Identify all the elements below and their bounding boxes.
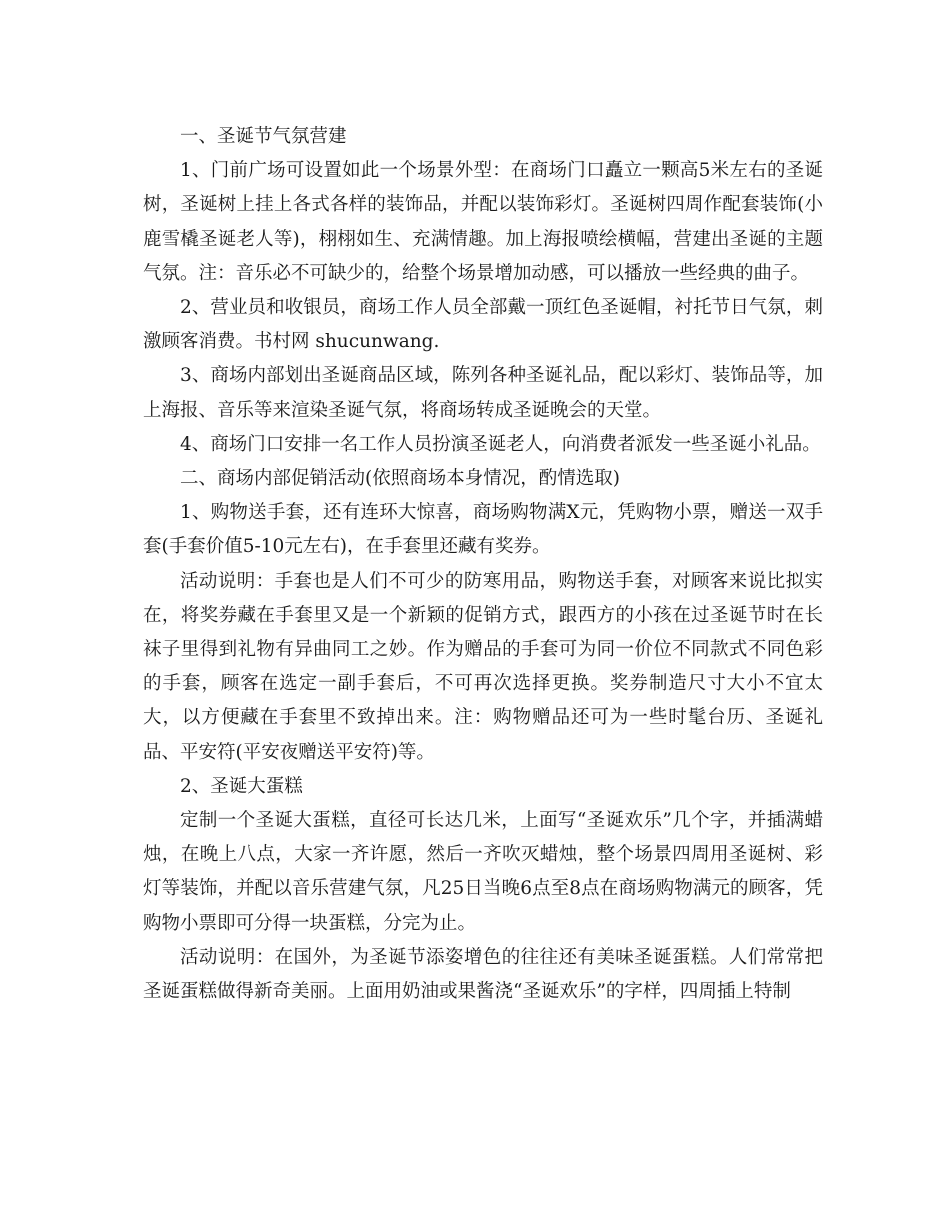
paragraph: 活动说明：手套也是人们不可少的防寒用品，购物送手套，对顾客来说比拟实在，将奖券藏在手套里又是一个新颖的促销方式，跟西方的小孩在过圣诞节时在长袜子里得到礼物有异曲同工之妙。作为赠品的手套可为同一价位不同款式不同色彩的手套，顾客在选定一副手套后，不可再次选择更换。奖券制造尺寸大小不宜太大，以方便藏在手套里不致掉出来。注：购物赠品还可为一些时髦台历、圣诞礼品、平安符(平安夜赠送平安符)等。 [143, 570, 823, 763]
paragraph: 活动说明：在国外，为圣诞节添姿增色的往往还有美味圣诞蛋糕。人们常常把圣诞蛋糕做得新奇美丽。上面用奶油或果酱浇“圣诞欢乐”的字样，四周插上特制 [143, 946, 823, 1003]
paragraph: 4、商场门口安排一名工作人员扮演圣诞老人，向消费者派发一些圣诞小礼品。 [180, 433, 821, 455]
section-heading: 一、圣诞节气氛营建 [180, 126, 347, 147]
section-heading: 二、商场内部促销活动(依照商场本身情况，酌情选取) [180, 468, 620, 490]
document-body [143, 120, 823, 1009]
paragraph: 2、营业员和收银员，商场工作人员全部戴一顶红色圣诞帽，衬托节日气氛，刺激顾客消费。书村网 shucunwang. [143, 297, 823, 353]
paragraph: 1、购物送手套，还有连环大惊喜，商场购物满X元，凭购物小票，赠送一双手套(手套价值5-10元左右)，在手套里还藏有奖券。 [143, 502, 823, 558]
subheading: 2、圣诞大蛋糕 [180, 775, 303, 797]
paragraph: 3、商场内部划出圣诞商品区域，陈列各种圣诞礼品，配以彩灯、装饰品等，加上海报、音乐等来渲染圣诞气氛，将商场转成圣诞晚会的天堂。 [143, 365, 823, 421]
paragraph: 定制一个圣诞大蛋糕，直径可长达几米，上面写“圣诞欢乐”几个字，并插满蜡烛，在晚上八点，大家一齐许愿，然后一齐吹灭蜡烛，整个场景四周用圣诞树、彩灯等装饰，并配以音乐营建气氛，凡25日当晚6点至8点在商场购物满元的顾客，凭购物小票即可分得一块蛋糕，分完为止。 [143, 810, 823, 934]
paragraph: 1、门前广场可设置如此一个场景外型：在商场门口矗立一颗高5米左右的圣诞树，圣诞树上挂上各式各样的装饰品，并配以装饰彩灯。圣诞树四周作配套装饰(小鹿雪橇圣诞老人等)，栩栩如生、充满情趣。加上海报喷绘横幅，营建出圣诞的主题气氛。注：音乐必不可缺少的，给整个场景增加动感，可以播放一些经典的曲子。 [143, 160, 823, 284]
